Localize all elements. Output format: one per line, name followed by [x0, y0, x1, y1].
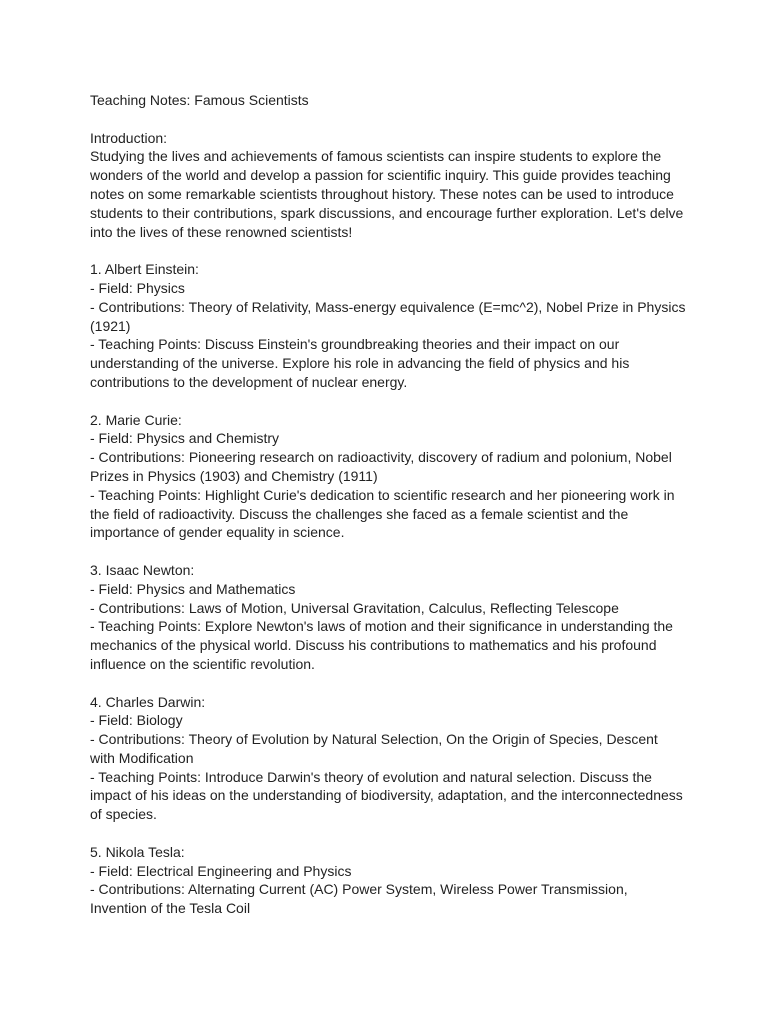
- scientist-teaching-points: - Teaching Points: Introduce Darwin's theory of evolution and natural selection. Discuss the: [90, 768, 652, 785]
- scientist-contributions: (1921): [90, 317, 131, 334]
- scientist-teaching-points: of species.: [90, 806, 157, 823]
- document-page: [90, 91, 690, 918]
- scientist-contributions: with Modification: [90, 749, 194, 766]
- scientist-heading: 2. Marie Curie:: [90, 411, 182, 428]
- blank-line: [90, 392, 690, 411]
- scientist-section-tesla: [90, 843, 690, 918]
- scientist-heading: 4. Charles Darwin:: [90, 693, 206, 710]
- scientist-teaching-points: influence on the scientific revolution.: [90, 655, 315, 672]
- scientist-section-curie: [90, 411, 690, 543]
- scientist-heading: 5. Nikola Tesla:: [90, 843, 185, 860]
- intro-line: students to their contributions, spark discussions, and encourage further exploration. Let's delve: [90, 204, 684, 221]
- scientist-section-darwin: [90, 693, 690, 825]
- intro-line: wonders of the world and develop a passion for scientific inquiry. This guide provides teaching: [90, 167, 671, 184]
- scientist-field: - Field: Physics: [90, 279, 185, 296]
- document-title: Teaching Notes: Famous Scientists: [90, 92, 309, 108]
- scientist-teaching-points: - Teaching Points: Discuss Einstein's groundbreaking theories and their impact on our: [90, 336, 620, 353]
- scientist-teaching-points: understanding of the universe. Explore his role in advancing the field of physics and his: [90, 355, 630, 372]
- scientist-teaching-points: contributions to the development of nuclear energy.: [90, 373, 408, 390]
- blank-line: [90, 241, 690, 260]
- intro-line: notes on some remarkable scientists throughout history. These notes can be used to introduce: [90, 185, 674, 202]
- scientist-section-newton: [90, 561, 690, 674]
- scientist-field: - Field: Physics and Chemistry: [90, 430, 280, 447]
- scientist-field: - Field: Physics and Mathematics: [90, 580, 296, 597]
- scientist-contributions: - Contributions: Theory of Relativity, Mass-energy equivalence (E=mc^2), Nobel Prize in Physics: [90, 298, 686, 315]
- intro-heading: Introduction:: [90, 129, 168, 146]
- scientist-teaching-points: importance of gender equality in science.: [90, 524, 345, 541]
- scientist-teaching-points: impact of his ideas on the understanding of biodiversity, adaptation, and the interconnectedness: [90, 787, 683, 804]
- scientist-heading: 3. Isaac Newton:: [90, 561, 195, 578]
- intro-line: Studying the lives and achievements of famous scientists can inspire students to explore the: [90, 148, 662, 165]
- scientist-teaching-points: - Teaching Points: Explore Newton's laws of motion and their significance in understanding the: [90, 618, 673, 635]
- scientist-field: - Field: Electrical Engineering and Physics: [90, 862, 352, 879]
- scientist-teaching-points: - Teaching Points: Highlight Curie's dedication to scientific research and her pioneering work in: [90, 486, 675, 503]
- scientist-contributions: Prizes in Physics (1903) and Chemistry (1911): [90, 467, 378, 484]
- scientist-contributions: - Contributions: Alternating Current (AC) Power System, Wireless Power Transmission,: [90, 881, 628, 898]
- blank-line: [90, 110, 690, 129]
- scientist-heading: 1. Albert Einstein:: [90, 261, 199, 278]
- scientist-teaching-points: the field of radioactivity. Discuss the challenges she faced as a female scientist and the: [90, 505, 629, 522]
- intro-line: into the lives of these renowned scientists!: [90, 223, 353, 240]
- blank-line: [90, 824, 690, 843]
- blank-line: [90, 674, 690, 693]
- scientist-section-einstein: [90, 260, 690, 392]
- scientist-contributions: - Contributions: Laws of Motion, Universal Gravitation, Calculus, Reflecting Telescope: [90, 599, 619, 616]
- scientist-contributions: - Contributions: Pioneering research on radioactivity, discovery of radium and polonium, Nobel: [90, 449, 672, 466]
- blank-line: [90, 542, 690, 561]
- scientist-teaching-points: mechanics of the physical world. Discuss his contributions to mathematics and his profound: [90, 637, 657, 654]
- scientist-contributions: Invention of the Tesla Coil: [90, 900, 251, 917]
- scientist-field: - Field: Biology: [90, 712, 183, 729]
- scientist-contributions: - Contributions: Theory of Evolution by Natural Selection, On the Origin of Species, Descent: [90, 731, 658, 748]
